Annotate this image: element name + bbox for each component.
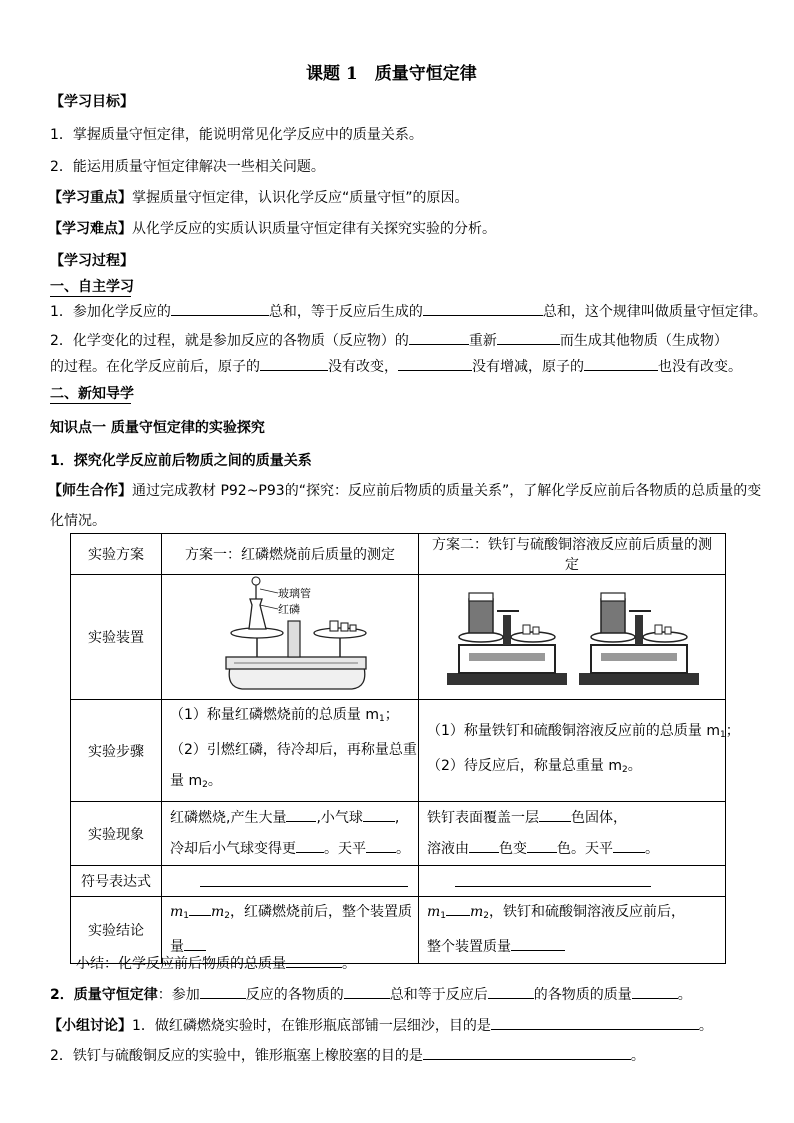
p2-blank-2[interactable]: [469, 838, 499, 853]
law-line: [50, 984, 692, 1004]
header-plan-2: 方案二：铁钉与硫酸铜溶液反应前后质量的测定: [419, 534, 726, 575]
steps-plan-2: [419, 700, 740, 802]
discussion-1-blank[interactable]: [491, 1015, 699, 1030]
law-text-d: 的各物质的质量: [533, 987, 632, 1003]
p1-text-b: ,小气球: [316, 809, 363, 826]
expression-plan-2: [419, 866, 726, 897]
p2-text-c: 溶液由: [427, 840, 469, 857]
label-red-phosphorus: 红磷: [278, 603, 300, 616]
punct: ；: [384, 707, 399, 723]
punct: 。: [207, 773, 222, 789]
focus-line: [48, 187, 469, 207]
expression-plan-1: [162, 866, 419, 897]
q3-blank-1[interactable]: [260, 356, 328, 371]
p2-text-e: 色。天平: [557, 840, 613, 857]
row-label-expression: 符号表达式: [71, 866, 162, 897]
device-cell-plan-2: [419, 575, 726, 700]
difficulty-text: 从化学反应的实质认识质量守恒定律有关探究实验的分析。: [132, 221, 496, 237]
c2-blank-1[interactable]: [446, 901, 470, 916]
phenomena-plan-2: [419, 802, 726, 866]
q1-blank-1[interactable]: [171, 301, 269, 316]
p1-text-f: 。: [396, 840, 410, 857]
row-label-phenomena: 实验现象: [71, 802, 162, 866]
label-glass-tube: 玻璃管: [278, 587, 311, 600]
q2-text-a: 2．化学变化的过程，就是参加反应的各物质（反应物）的: [50, 333, 409, 349]
q3-text-d: 也没有改变。: [658, 359, 742, 375]
steps-plan-2-text-1: （1）称量铁钉和硫酸铜溶液反应前的总质量 m: [427, 722, 720, 739]
cooperation-line: [48, 480, 761, 500]
question-1: [50, 301, 767, 321]
phenomena-plan-1-line-2: [170, 834, 410, 865]
subscript: 2: [622, 764, 628, 775]
subscript: 1: [440, 911, 447, 921]
objective-1: 1．掌握质量守恒定律，能说明常见化学反应中的质量关系。: [50, 127, 423, 143]
subscript: 1: [183, 911, 190, 921]
steps-plan-2-line-1: [427, 716, 740, 751]
cooperation-label: 【师生合作】: [48, 483, 132, 499]
phenomena-plan-1: [162, 802, 419, 866]
punct: ；: [725, 722, 740, 739]
objective-2: 2．能运用质量守恒定律解决一些相关问题。: [50, 159, 325, 175]
q2-text-c: 而生成其他物质（生成物）: [559, 333, 728, 349]
section-1-heading: 一、自主学习: [50, 276, 131, 297]
p2-text-d: 色变: [499, 840, 527, 857]
discussion-1-text: 1．做红磷燃烧实验时，在锥形瓶底部铺一层细沙，目的是: [132, 1018, 491, 1034]
objectives-header: 【学习目标】: [50, 94, 134, 110]
p1-blank-1[interactable]: [286, 807, 316, 822]
discussion-label: 【小组讨论】: [48, 1018, 132, 1034]
conclusion-plan-2: [419, 897, 726, 964]
p2-text-f: 。: [645, 840, 659, 857]
p2-text-b: 色固体，: [571, 809, 627, 826]
steps-plan-1-text-3: 量 m: [170, 773, 203, 789]
row-label-device: 实验装置: [71, 575, 162, 700]
q3-text-a: 的过程。在化学反应前后，原子的: [50, 359, 260, 375]
experiment-table: [70, 533, 740, 964]
subscript: 2: [483, 911, 490, 921]
discussion-1: [48, 1015, 713, 1035]
law-label: 2．质量守恒定律: [50, 987, 158, 1003]
section-2-heading: 二、新知导学: [50, 383, 131, 404]
p1-text-c: ,: [394, 809, 400, 826]
knowledge-point-1: 知识点一 质量守恒定律的实验探究: [50, 420, 265, 436]
cooperation-text: 通过完成教材 P92~P93的“探究：反应前后物质的质量关系”，了解化学反应前后各物质的总质量的变: [132, 483, 762, 499]
expression-blank-1[interactable]: [200, 872, 408, 887]
iron-copper-sulfate-balance-image: [419, 575, 726, 699]
p1-blank-4[interactable]: [366, 838, 396, 853]
steps-plan-2-line-2: [427, 751, 717, 786]
law-text-b: 反应的各物质的: [245, 987, 344, 1003]
phenomena-plan-1-line-1: [170, 803, 410, 834]
expression-blank-2[interactable]: [455, 872, 651, 887]
m2: m: [470, 904, 484, 920]
q1-text-a: 1．参加化学反应的: [50, 304, 171, 320]
discussion-2: [50, 1045, 645, 1065]
steps-plan-1-text-1: （1）称量红磷燃烧前的总质量 m: [170, 707, 379, 723]
m1: m: [427, 904, 441, 920]
c2-blank-2[interactable]: [511, 936, 565, 951]
subscript: 1: [720, 729, 726, 740]
q2-blank-1[interactable]: [409, 330, 469, 345]
q2-text-b: 重新: [468, 333, 497, 349]
conclusion-plan-2-line-2: [427, 932, 717, 963]
punct: 。: [627, 757, 642, 774]
law-blank-3[interactable]: [488, 984, 534, 999]
q2-blank-2[interactable]: [497, 330, 560, 345]
p2-blank-3[interactable]: [527, 838, 557, 853]
p2-blank-1[interactable]: [539, 807, 571, 822]
p2-blank-4[interactable]: [613, 838, 645, 853]
focus-label: 【学习重点】: [48, 190, 132, 206]
steps-plan-2-text-2: （2）待反应后，称量总重量 m: [427, 757, 622, 774]
device-cell-plan-1: [162, 575, 419, 700]
p2-text-a: 铁钉表面覆盖一层: [427, 809, 539, 826]
summary-text: 小结：化学反应前后物质的总质量: [76, 956, 286, 972]
conclusion-plan-2-line-1: [427, 897, 717, 932]
law-text-c: 总和等于反应后: [389, 987, 488, 1003]
header-plan-1: 方案一：红磷燃烧前后质量的测定: [162, 534, 419, 575]
process-header: 【学习过程】: [50, 253, 134, 269]
law-blank-1[interactable]: [200, 984, 246, 999]
law-text-a: ：参加: [157, 987, 200, 1003]
law-blank-4[interactable]: [632, 984, 678, 999]
phenomena-plan-2-line-1: [427, 803, 717, 834]
c2-text-2: 整个装置质量: [427, 939, 511, 955]
p1-blank-3[interactable]: [296, 838, 324, 853]
law-blank-2[interactable]: [344, 984, 390, 999]
balance-right: [579, 593, 699, 685]
subscript: 1: [379, 714, 385, 724]
c1-blank-2[interactable]: [184, 936, 206, 951]
phenomena-plan-2-line-2: [427, 834, 717, 865]
summary-blank[interactable]: [286, 953, 342, 968]
p1-text-a: 红磷燃烧,产生大量: [170, 809, 287, 826]
p1-text-e: 。天平: [324, 840, 366, 857]
steps-plan-1-line-2: （2）引燃红磷，待冷却后，再称量总重: [170, 742, 417, 758]
p1-text-d: 冷却后小气球变得更: [170, 840, 296, 857]
c2-text: ，铁钉和硫酸铜溶液反应前后，: [489, 904, 686, 920]
q3-text-c: 没有增减，原子的: [472, 359, 584, 375]
discussion-2-text: 2．铁钉与硫酸铜反应的实验中，锥形瓶塞上橡胶塞的目的是: [50, 1048, 423, 1064]
c1-text-2: 量: [170, 939, 184, 955]
question-2: [50, 330, 728, 350]
header-scheme: 实验方案: [71, 534, 162, 575]
q3-blank-2[interactable]: [398, 356, 472, 371]
discussion-1-end: 。: [698, 1018, 713, 1034]
m2: m: [211, 904, 225, 920]
q1-text-b: 总和，等于反应后生成的: [268, 304, 423, 320]
row-label-steps: 实验步骤: [71, 700, 162, 802]
balance-left: [447, 593, 567, 685]
steps-plan-1-line-3: [170, 766, 410, 801]
difficulty-line: [48, 218, 496, 238]
question-3: [50, 356, 742, 376]
law-text-e: 。: [677, 987, 692, 1003]
q1-text-c: 总和，这个规律叫做质量守恒定律。: [542, 304, 767, 320]
item-1-heading: 1．探究化学反应前后物质之间的质量关系: [50, 453, 312, 469]
page-title: 课题 1 质量守恒定律: [306, 64, 477, 84]
discussion-2-end: 。: [630, 1048, 645, 1064]
conclusion-plan-1-line-1: [170, 897, 413, 932]
m1: m: [170, 904, 184, 920]
q3-text-b: 没有改变，: [328, 359, 398, 375]
steps-plan-1-line-1: [170, 700, 410, 735]
cooperation-text-2: 化情况。: [50, 513, 106, 529]
discussion-2-blank[interactable]: [423, 1045, 631, 1060]
difficulty-label: 【学习难点】: [48, 221, 132, 237]
p1-blank-2[interactable]: [363, 807, 395, 822]
q1-blank-2[interactable]: [423, 301, 543, 316]
summary-end: 。: [342, 956, 356, 972]
c1-blank-1[interactable]: [189, 901, 211, 916]
q3-blank-3[interactable]: [584, 356, 658, 371]
subscript: 2: [202, 780, 208, 790]
phosphorus-balance-image: [162, 575, 419, 699]
summary-line: [76, 953, 356, 973]
focus-text: 掌握质量守恒定律，认识化学反应“质量守恒”的原因。: [132, 190, 469, 206]
c1-text: ，红磷燃烧前后，整个装置质: [230, 904, 413, 920]
subscript: 2: [224, 911, 231, 921]
row-label-conclusion: 实验结论: [71, 897, 162, 964]
steps-plan-1: [162, 700, 419, 802]
